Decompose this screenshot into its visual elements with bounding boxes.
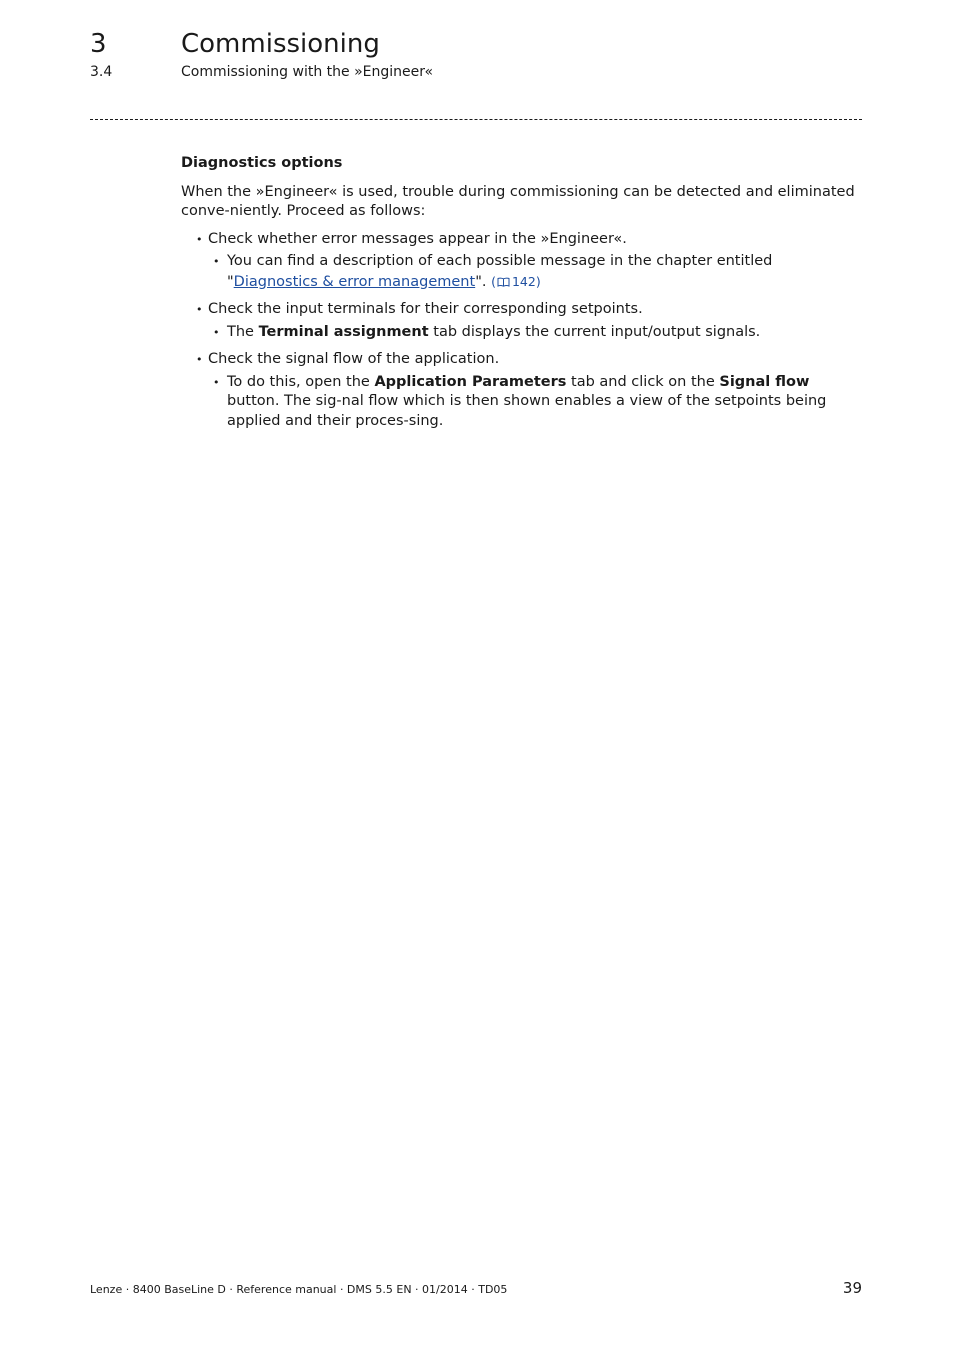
chapter-title: Commissioning: [181, 29, 380, 59]
sub-item-suffix: button. The sig-nal flow which is then shown enables a view of the setpoints being applied and their proces-sing.: [227, 393, 827, 429]
sub-item-prefix: The: [227, 323, 259, 340]
section-number: 3.4: [90, 64, 113, 80]
ref-close: ): [535, 273, 541, 289]
sub-item-suffix: ".: [475, 273, 492, 290]
section-heading: Diagnostics options: [181, 155, 343, 171]
sub-item-suffix: tab displays the current input/output signals.: [428, 323, 761, 340]
page-number: 39: [842, 1279, 862, 1297]
diagnostics-link[interactable]: Diagnostics & error management: [233, 273, 476, 290]
sub-item-middle: tab and click on the: [566, 373, 720, 390]
terminal-assignment-term: Terminal assignment: [258, 323, 429, 340]
sub-item-prefix: You can find a description of each possible message in the chapter entitled ": [227, 253, 773, 290]
sub-list: [208, 252, 863, 292]
sub-list-item: [208, 323, 863, 343]
ref-page: 142: [511, 273, 536, 289]
page-reference-link[interactable]: [491, 274, 541, 289]
application-parameters-term: Application Parameters: [374, 373, 567, 390]
intro-paragraph: When the »Engineer« is used, trouble during commissioning can be detected and eliminated conve-niently. Proceed as follows:: [181, 183, 855, 219]
instruction-list: [181, 230, 863, 432]
header-divider: [90, 119, 862, 120]
list-item: [181, 230, 863, 293]
list-item: [181, 350, 863, 431]
sub-list-item: [208, 373, 863, 432]
list-item-text: Check whether error messages appear in the »Engineer«.: [208, 230, 627, 247]
sub-list: [208, 323, 863, 343]
signal-flow-term: Signal flow: [719, 373, 810, 390]
chapter-number: 3: [90, 29, 107, 59]
sub-list-item: [208, 252, 863, 292]
footer-text: Lenze · 8400 BaseLine D · Reference manual · DMS 5.5 EN · 01/2014 · TD05: [90, 1283, 508, 1296]
main-content: [181, 154, 863, 439]
sub-item-prefix: To do this, open the: [227, 373, 375, 390]
list-item: [181, 300, 863, 342]
list-item-text: Check the input terminals for their corresponding setpoints.: [208, 301, 643, 317]
section-title: Commissioning with the »Engineer«: [181, 64, 434, 80]
ref-open: (: [491, 273, 496, 289]
list-item-text: Check the signal flow of the application.: [208, 351, 500, 367]
book-icon: [497, 277, 510, 287]
sub-list: [208, 373, 863, 432]
